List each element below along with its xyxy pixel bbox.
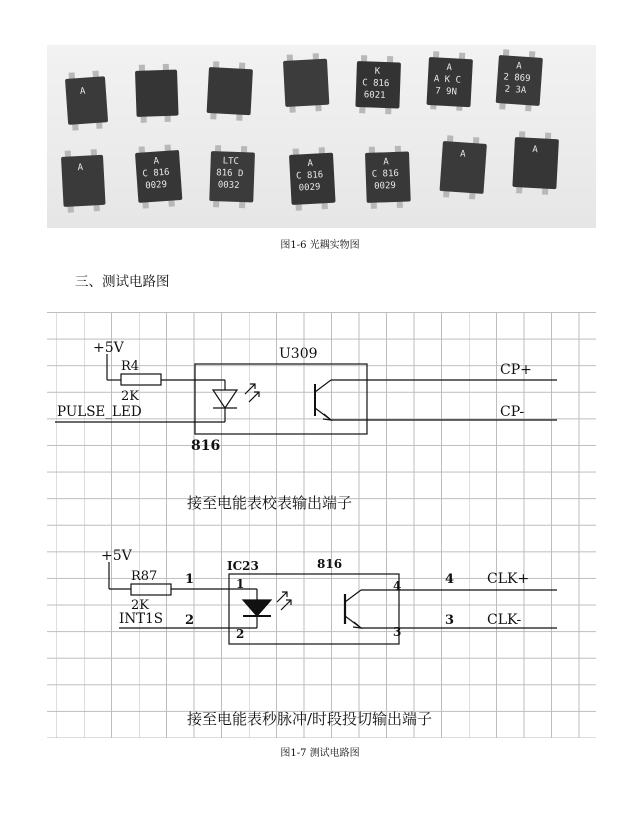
chip-text: A (77, 162, 84, 174)
pin-2-inner: 2 (236, 627, 245, 641)
pin-1-inner: 1 (236, 577, 245, 591)
light-arrow-icon (277, 592, 287, 602)
chip-text: 0029 (145, 179, 168, 192)
chip-text: A (383, 157, 389, 168)
chip-text: A (459, 149, 466, 160)
figure-caption: 图1-7 测试电路图 (280, 748, 360, 759)
photo-caption: 图1-6 光耦实物图 (280, 240, 360, 251)
chip-text: 0032 (217, 180, 240, 192)
chip-text: A (79, 86, 86, 97)
pin-2-outer: 2 (185, 613, 195, 628)
ic-name: U309 (279, 346, 318, 362)
chip (495, 49, 543, 112)
chip (283, 53, 330, 113)
chip (65, 70, 109, 131)
output-positive-label: CP+ (500, 362, 532, 378)
vcc-label: +5V (101, 548, 132, 564)
pin-4-outer: 4 (445, 572, 455, 587)
chip-text: A (307, 158, 314, 170)
output-positive-label: CLK+ (487, 571, 530, 587)
part-label: 816 (191, 438, 221, 454)
vcc-label: +5V (93, 340, 124, 356)
pin-1-outer: 1 (185, 572, 195, 587)
section-heading: 三、测试电路图 (75, 274, 170, 290)
chip-text: C 816 (371, 168, 400, 180)
ic-u309-box (195, 364, 367, 434)
chip-text: C 816 (142, 167, 170, 180)
chip (512, 131, 559, 195)
led-symbol (243, 600, 271, 616)
circuit-1-note: 接至电能表校表输出端子 (187, 494, 353, 512)
chip-text: K (374, 66, 381, 77)
chip (209, 145, 255, 208)
chip-text: 6021 (363, 90, 386, 102)
chip-text: A (515, 61, 523, 72)
resistor-name: R4 (121, 359, 140, 374)
pin-3-outer: 3 (445, 613, 455, 628)
resistor-r4 (121, 374, 161, 385)
pin-3-inner: 3 (393, 625, 402, 639)
chip (61, 149, 106, 213)
chip-row-bottom (61, 131, 560, 213)
output-negative-label: CLK- (487, 612, 522, 628)
chip (289, 147, 336, 211)
light-arrow-icon (249, 392, 259, 402)
light-arrow-icon (281, 600, 291, 610)
chip-row-top (65, 49, 544, 131)
resistor-value: 2K (131, 598, 149, 613)
light-arrow-icon (245, 384, 255, 394)
resistor-name: R87 (131, 569, 158, 584)
chip (135, 144, 183, 209)
ic-name: IC23 (227, 559, 259, 573)
resistor-value: 2K (121, 389, 139, 404)
chip-text: 0029 (298, 182, 321, 194)
chip-text: A (446, 62, 453, 74)
chip-text: A (532, 144, 539, 156)
chip-text: 816 D (216, 168, 244, 180)
led-symbol (213, 390, 237, 408)
chip (365, 145, 411, 208)
chip-text: 0029 (374, 180, 397, 192)
resistor-r87 (131, 584, 171, 595)
output-negative-label: CP- (500, 404, 525, 420)
input-label: PULSE_LED (57, 404, 142, 420)
chip-text: 2 869 (503, 72, 531, 85)
chip-text: A (153, 156, 160, 167)
circuit-2-note: 接至电能表秒脉冲/时段投切输出端子 (187, 710, 433, 728)
chip (426, 51, 473, 111)
pin-4-inner: 4 (393, 579, 402, 593)
optocoupler-photo (47, 45, 596, 228)
chip (355, 55, 401, 115)
chip-text: 7 9N (434, 86, 458, 98)
chip-text: C 816 (362, 78, 390, 90)
chip-text: A K C (433, 74, 462, 86)
chip-text: LTC (222, 156, 240, 167)
chip-text: 2 3A (504, 84, 527, 96)
test-circuit-diagram (47, 312, 596, 738)
chip (439, 135, 487, 200)
chip-text: C 816 (295, 170, 324, 182)
input-label: INT1S (119, 611, 163, 627)
part-label: 816 (317, 557, 343, 571)
chip (206, 61, 253, 121)
chip (135, 64, 179, 123)
